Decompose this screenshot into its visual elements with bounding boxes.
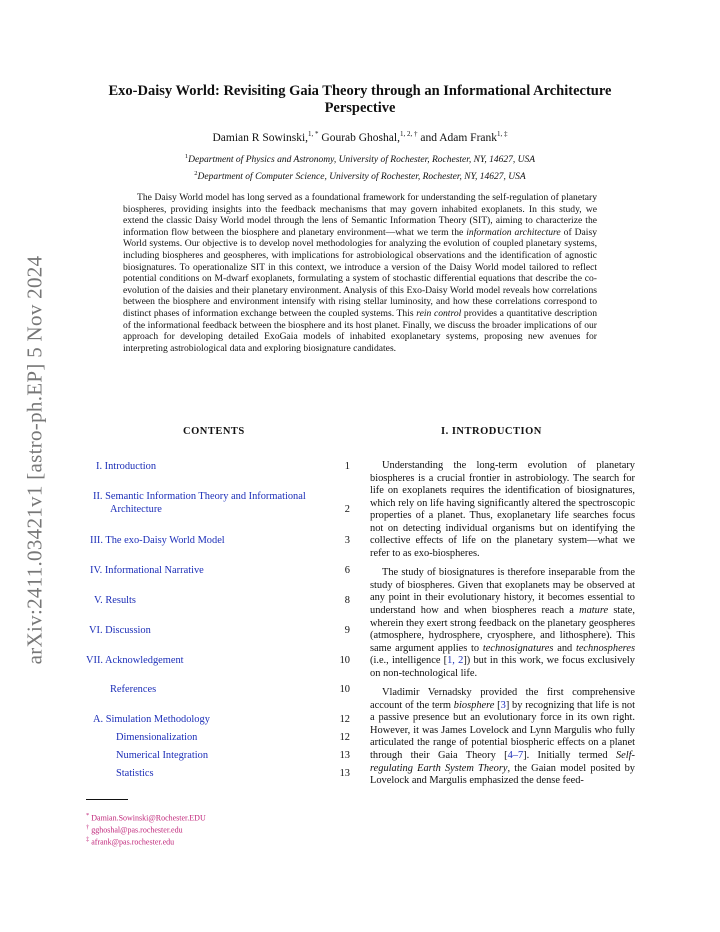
toc-label[interactable]: V. Results [94, 595, 136, 606]
toc-page: 10 [339, 684, 350, 695]
abstract-text: The Daisy World model has long served as a foundational framework for understanding the self-regulation of planetary biospheres, providing insights into the feedback mechanisms that may govern inhabited exoplanets. In this study, we extend the classic Daisy World model through the lens of Semantic Information Theory (SIT), aiming to characterize the information flow between the biosphere and planetary environment—what we term the [123, 192, 597, 238]
abstract-emphasis: rein control [416, 307, 462, 319]
toc-entry[interactable] [94, 594, 352, 607]
footnote-marker: ‡ [86, 836, 90, 843]
toc-entry[interactable] [110, 683, 352, 696]
toc-page: 2 [344, 504, 350, 515]
citation-link[interactable]: 3 [500, 699, 506, 711]
affiliation-2 [100, 170, 620, 182]
toc-entry[interactable] [116, 731, 352, 744]
toc-page: 13 [339, 768, 350, 779]
toc-page: 12 [339, 714, 350, 725]
toc-label[interactable]: Dimensionalization [116, 732, 198, 743]
toc-entry[interactable] [116, 767, 352, 780]
paper-title: Exo-Daisy World: Revisiting Gaia Theory through an Informational Architecture Perspective [108, 83, 612, 116]
author-line [100, 130, 620, 144]
toc-label[interactable]: Numerical Integration [116, 750, 209, 761]
footnote-marker: * [86, 812, 90, 819]
author-name: and Adam Frank [420, 131, 497, 144]
paragraph [370, 460, 635, 560]
paragraph-text: ]. Initially termed [523, 750, 616, 762]
contents-heading: CONTENTS [183, 426, 245, 437]
toc-page: 13 [339, 750, 350, 761]
abstract-emphasis: information architecture [466, 226, 561, 238]
toc-entry[interactable] [90, 534, 352, 547]
toc-entry[interactable] [93, 490, 352, 516]
toc-entry[interactable] [96, 460, 352, 473]
paragraph-text: Understanding the long-term evolution of planetary biospheres is a crucial frontier in astrobiology. The search for life on exoplanets requires the identification of biosignatures, which rely on life having significantly altered the spectroscopic properties of a planet. Thus, exoplanetary life searches focus not on detecting individual organisms but on identifying the collective effects of life on the planetary system—what we refer to as exo-biospheres. [370, 460, 635, 559]
author-marker: 1, 2, † [399, 130, 418, 138]
toc-label[interactable]: VII. Acknowledgement [86, 655, 184, 666]
toc-label[interactable]: VI. Discussion [89, 625, 151, 636]
author-marker: 1, ‡ [497, 130, 508, 138]
paragraph-text: ]) but in this work, we focus exclusively on non-technological life. [370, 655, 635, 679]
toc-label[interactable]: II. Semantic Information Theory and Informational Architecture [93, 491, 306, 515]
author-name: Damian R Sowinski, [212, 131, 309, 144]
paragraph [370, 567, 635, 680]
emphasis: biosphere [453, 699, 495, 711]
toc-entry[interactable] [116, 749, 352, 762]
footnote-marker: † [86, 824, 90, 831]
footnote-text[interactable]: Damian.Sowinski@Rochester.EDU [91, 813, 206, 823]
toc-label[interactable]: I. Introduction [96, 461, 157, 472]
emphasis: mature [579, 605, 609, 617]
paragraph-text: , the Gaian model posited by Lovelock and Margulis emphasized the dense feed- [370, 762, 635, 787]
paragraph-text: Vladimir Vernadsky provided the first comprehensive account of the term [370, 687, 635, 711]
paragraph-text: ] by recognizing that life is not a passive presence but an evolutionary force in its own right. However, it was James Lovelock and Lynn Margulis who fully articulated the range of potential biospheric effects on a planet through their Gaia Theory [ [370, 699, 635, 762]
toc-page: 8 [344, 595, 350, 606]
affiliation-marker: 2 [194, 170, 198, 177]
author-name: Gourab Ghoshal, [321, 131, 400, 144]
toc-page: 1 [344, 461, 350, 472]
introduction-heading: I. INTRODUCTION [441, 426, 542, 437]
footnote-email[interactable] [86, 836, 174, 847]
footnote-email[interactable] [86, 812, 206, 823]
toc-label[interactable]: III. The exo-Daisy World Model [90, 535, 225, 546]
emphasis: Self-regulating Earth System Theory [370, 750, 635, 774]
toc-entry[interactable] [93, 713, 352, 726]
toc-label[interactable]: Statistics [116, 768, 154, 779]
emphasis: technospheres [575, 642, 635, 654]
paragraph-text: and [553, 642, 576, 654]
toc-page: 9 [344, 625, 350, 636]
abstract-text: of Daisy World systems. Our objective is to develop novel methodologies for analyzing the evolution of coupled planetary systems, including biospheres and geospheres, with implications for astrobiological observations and the identification of agnostic biosignatures. To operationalize SIT in this context, we introduce a version of the Daisy World model tailored to reflect potential conditions on M-dwarf exoplanets, formulating a system of stochastic differential equations that describe the co-evolution of the daisies and their planetary environment. Analysis of this Exo-Daisy World model reveals how correlations between the biosphere and environment intensify with rising stellar luminosity, and how these correlations correspond to distinct phases of information exchange between the coupled systems. This [123, 226, 597, 319]
emphasis: technosignatures [482, 642, 554, 654]
author-marker: 1, * [308, 130, 319, 138]
paragraph-text: state, wherein they exert strong feedback on the planetary geospheres (atmosphere, hydrosphere, cryosphere, and lithosphere). This same argument applies to [370, 605, 635, 654]
paragraph-text: (i.e., intelligence [ [370, 655, 448, 667]
abstract [123, 192, 597, 354]
footnote-email[interactable] [86, 824, 183, 835]
affiliation-text: Department of Physics and Astronomy, University of Rochester, Rochester, NY, 14627, USA [188, 155, 536, 166]
abstract-text: provides a quantitative description of the informational feedback between the biosphere and its host planet. Finally, we discuss the broader implications of our approach for developing detailed ExoGaia models of inhabited exoplanetary systems, proposing new avenues for interpreting astrobiological data and exploring biosignature candidates. [123, 307, 598, 354]
toc-entry[interactable] [86, 654, 352, 667]
footnote-rule [86, 799, 128, 800]
toc-label[interactable]: IV. Informational Narrative [90, 565, 204, 576]
footnote-text[interactable]: gghoshal@pas.rochester.edu [91, 825, 183, 835]
toc-page: 10 [339, 655, 350, 666]
citation-link[interactable]: 1, 2 [447, 655, 464, 667]
citation-link[interactable]: 4–7 [507, 750, 524, 762]
introduction-body [370, 460, 635, 795]
affiliation-1 [100, 153, 620, 165]
paragraph-text: [ [494, 699, 501, 711]
affiliation-text: Department of Computer Science, University of Rochester, Rochester, NY, 14627, USA [197, 172, 526, 183]
toc-page: 3 [344, 535, 350, 546]
paragraph [370, 687, 635, 787]
affiliation-marker: 1 [184, 153, 189, 160]
paragraph-text: The study of biosignatures is therefore inseparable from the study of biospheres. Given that exoplanets may be observed at any point in their evolutionary history, it becomes essential to understand how and when biospheres reach a [370, 567, 635, 617]
arxiv-side-stamp [20, 230, 50, 690]
toc-label[interactable]: A. Simulation Methodology [93, 714, 210, 725]
toc-entry[interactable] [90, 564, 352, 577]
toc-page: 12 [339, 732, 350, 743]
toc-page: 6 [344, 565, 350, 576]
arxiv-identifier: arXiv:2411.03421v1 [astro-ph.EP] 5 Nov 2024 [22, 255, 47, 665]
toc-label[interactable]: References [110, 684, 157, 695]
toc-entry[interactable] [89, 624, 352, 637]
footnote-text[interactable]: afrank@pas.rochester.edu [91, 837, 175, 847]
